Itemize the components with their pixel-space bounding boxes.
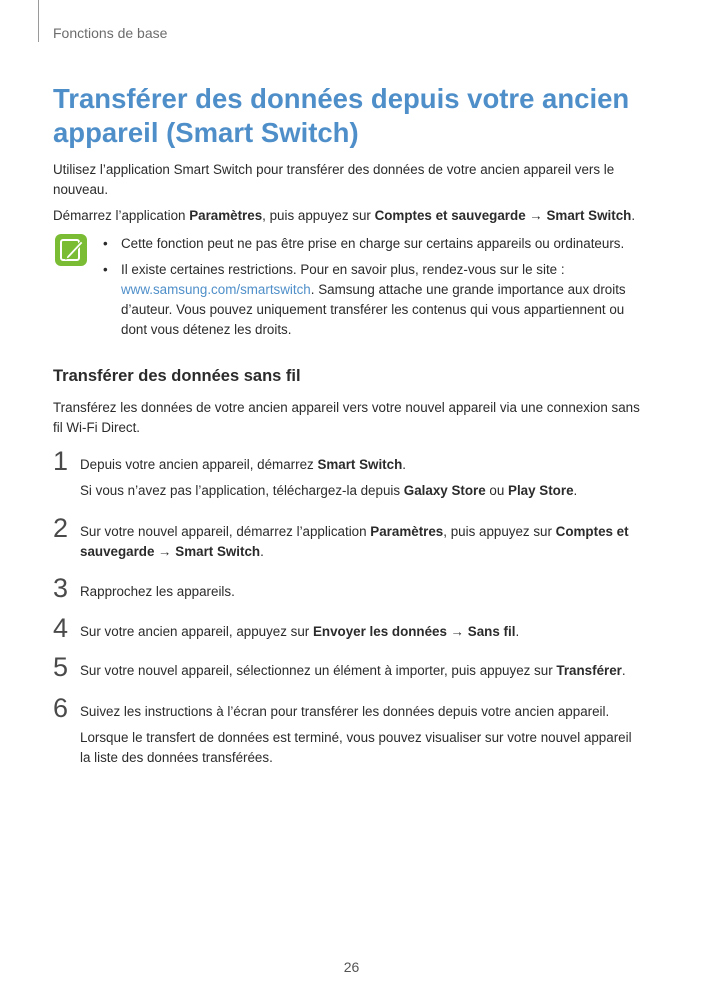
- intro-paragraph: Utilisez l’application Smart Switch pour transférer des données de votre ancien appareil vers le nouveau.: [53, 162, 615, 197]
- step-bold: Sans fil: [467, 624, 516, 639]
- step-bold: Galaxy Store: [403, 483, 486, 498]
- step-text: →: [154, 544, 176, 559]
- step-bold: Smart Switch: [175, 544, 261, 559]
- step-text: Depuis votre ancien appareil, démarrez: [80, 457, 318, 472]
- step-text: Sur votre ancien appareil, appuyez sur: [80, 624, 313, 639]
- section-header: Fonctions de base: [53, 25, 168, 41]
- step-text: ou: [485, 483, 509, 498]
- page-number: 26: [343, 959, 360, 975]
- notes-list: [103, 234, 648, 346]
- intro-instruction: [53, 206, 648, 226]
- step-bold: Envoyer les données: [312, 624, 447, 639]
- note-text: . Samsung attache une grande importance aux droits d’auteur. Vous pouvez uniquement transférer les contenus qui vous appartiennent ou dont vous détenez les droits.: [121, 282, 626, 337]
- step-body: [80, 661, 645, 681]
- step-text: .: [515, 624, 520, 639]
- step-bold: Transférer: [556, 663, 622, 678]
- step-bold: Paramètres: [370, 524, 444, 539]
- section-title: Transférer des données sans fil: [53, 367, 301, 385]
- step-number: 5: [53, 652, 69, 682]
- step-number: 2: [53, 513, 69, 543]
- step-text: .: [621, 663, 626, 678]
- intro-arrow: →: [525, 208, 547, 223]
- step-bold: Comptes et sauvegarde: [80, 524, 629, 559]
- step-body: [80, 522, 645, 562]
- section-intro: Transférez les données de votre ancien appareil vers votre nouvel appareil via une connexion sans fil Wi-Fi Direct.: [53, 400, 640, 435]
- bullet: •: [103, 236, 108, 251]
- step-text: .: [402, 457, 407, 472]
- step-number: 6: [53, 693, 69, 723]
- note-text: Il existe certaines restrictions. Pour en savoir plus, rendez-vous sur le site :: [121, 262, 565, 277]
- intro-smart-switch: Smart Switch: [546, 208, 632, 223]
- step-number: 3: [53, 573, 69, 603]
- note-item: [103, 234, 648, 254]
- step-bold: Smart Switch: [317, 457, 403, 472]
- note-text: Cette fonction peut ne pas être prise en charge sur certains appareils ou ordinateurs.: [121, 236, 625, 251]
- intro-text: Démarrez l’application: [53, 208, 190, 223]
- step-text: .: [573, 483, 578, 498]
- intro-settings: Paramètres: [189, 208, 263, 223]
- step-body: [80, 622, 645, 642]
- note-item: [103, 260, 648, 340]
- step-text: Si vous n’avez pas l’application, téléchargez-la depuis: [80, 483, 404, 498]
- step-body: [80, 455, 645, 501]
- header-rule: [38, 0, 39, 42]
- step-body: Rapprochez les appareils.: [80, 584, 235, 599]
- intro-accounts: Comptes et sauvegarde: [374, 208, 526, 223]
- step-text: →: [446, 624, 468, 639]
- step-body: [80, 702, 645, 768]
- intro-text: .: [631, 208, 636, 223]
- bullet: •: [103, 262, 108, 277]
- step-bold: Play Store: [508, 483, 574, 498]
- step-text: Sur votre nouvel appareil, démarrez l’application: [80, 524, 371, 539]
- intro-text: , puis appuyez sur: [262, 208, 375, 223]
- step-number: 1: [53, 446, 69, 476]
- step-text: Suivez les instructions à l’écran pour transférer les données depuis votre ancien appareil.: [80, 704, 610, 719]
- step-text: .: [260, 544, 264, 559]
- step-text: Lorsque le transfert de données est terminé, vous pouvez visualiser sur votre nouvel appareil la liste des données transférées.: [80, 730, 632, 765]
- page-title: Transférer des données depuis votre ancien appareil (Smart Switch): [53, 83, 630, 148]
- step-text: Sur votre nouvel appareil, sélectionnez un élément à importer, puis appuyez sur: [80, 663, 557, 678]
- step-text: , puis appuyez sur: [443, 524, 556, 539]
- step-number: 4: [53, 613, 69, 643]
- note-pencil-icon: [55, 234, 87, 266]
- smartswitch-link[interactable]: www.samsung.com/smartswitch: [121, 282, 311, 297]
